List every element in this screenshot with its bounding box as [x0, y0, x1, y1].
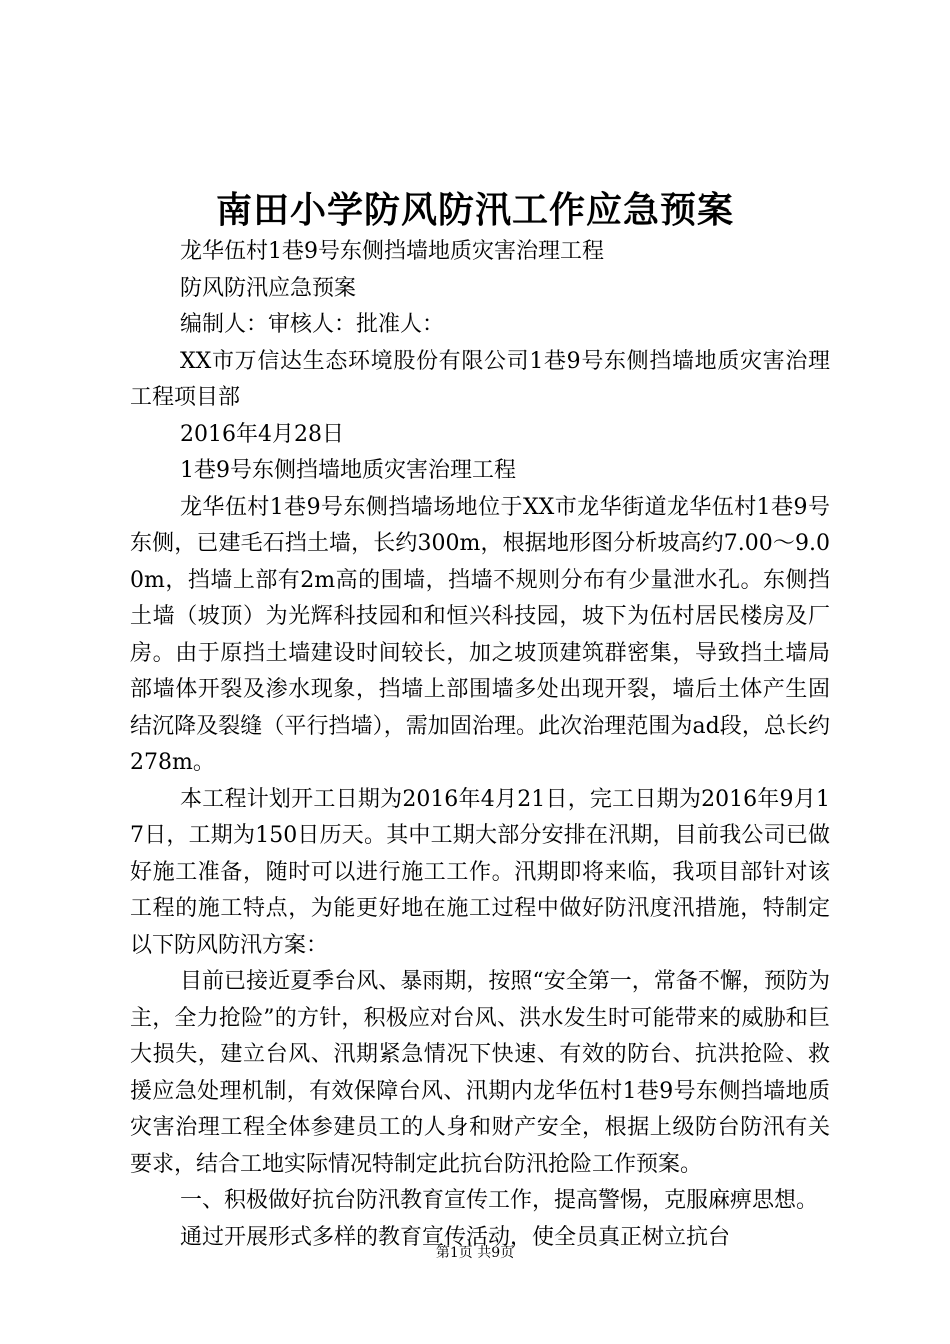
paragraph-schedule: 本工程计划开工日期为2016年4月21日，完工日期为2016年9月17日，工期为150日历天。其中工期大部分安排在汛期，目前我公司已做好施工准备，随时可以进行施工工作。汛期即将来临，我项目部针对该工程的施工特点，为能更好地在施工过程中做好防汛度汛措施，特制定以下防风防汛方案：	[130, 786, 830, 958]
paragraph-section-heading: 1巷9号东侧挡墙地质灾害治理工程	[180, 458, 516, 483]
paragraph-site-description: 龙华伍村1巷9号东侧挡墙场地位于XX市龙华街道龙华伍村1巷9号东侧，已建毛石挡土墙，长约300m，根据地形图分析坡高约7.00～9.00m，挡墙上部有2m高的围墙，挡墙不规则分布有少量泄水孔。东侧挡土墙（坡顶）为光辉科技园和和恒兴科技园，坡下为伍村居民楼房及厂房。由于原挡土墙建设时间较长，加之坡顶建筑群密集，导致挡土墙局部墙体开裂及渗水现象，挡墙上部围墙多处出现开裂，墙后土体产生固结沉降及裂缝（平行挡墙），需加固治理。此次治理范围为ad段，总长约278m。	[130, 494, 830, 775]
document-body	[130, 234, 830, 1256]
paragraph-policy: 目前已接近夏季台风、暴雨期，按照“安全第一，常备不懈，预防为主，全力抢险”的方针，积极应对台风、洪水发生时可能带来的威胁和巨大损失，建立台风、汛期紧急情况下快速、有效的防台、抗洪抢险、救援应急处理机制，有效保障台风、汛期内龙华伍村1巷9号东侧挡墙地质灾害治理工程全体参建员工的人身和财产安全，根据上级防台防汛有关要求，结合工地实际情况特制定此抗台防汛抢险工作预案。	[130, 969, 830, 1177]
paragraph-plan-name: 防风防汛应急预案	[180, 275, 357, 301]
paragraph-company: XX市万信达生态环境股份有限公司1巷9号东侧挡墙地质灾害治理工程项目部	[130, 348, 830, 410]
page-footer: 第1页 共9页	[435, 1245, 515, 1261]
paragraph-project-name: 龙华伍村1巷9号东侧挡墙地质灾害治理工程	[180, 239, 604, 264]
paragraph-date: 2016年4月28日	[180, 421, 344, 447]
paragraph-education: 通过开展形式多样的教育宣传活动，使全员真正树立抗台	[180, 1224, 731, 1250]
document-title: 南田小学防风防汛工作应急预案	[215, 189, 734, 231]
paragraph-signatories: 编制人：审核人：批准人：	[180, 312, 445, 337]
paragraph-item-one: 一、积极做好抗台防汛教育宣传工作，提高警惕，克服麻痹思想。	[180, 1188, 819, 1213]
